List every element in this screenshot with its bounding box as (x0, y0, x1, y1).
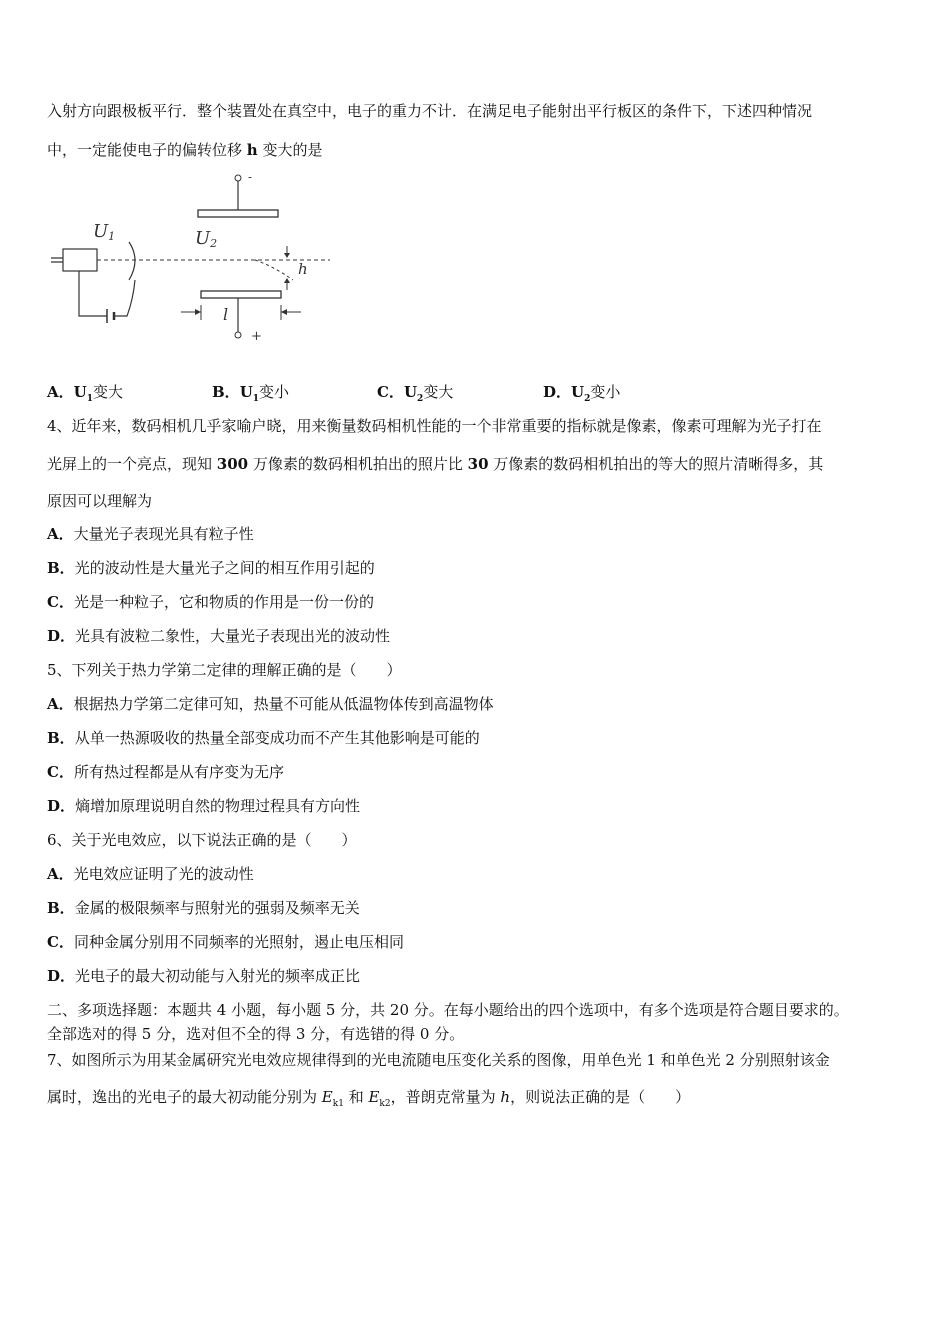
h-arrowhead-top (284, 253, 290, 258)
upper-plate (198, 210, 278, 217)
q4-option-c[interactable]: C．光是一种粒子，它和物质的作用是一份一份的 (47, 593, 374, 611)
section2-instructions-line2: 全部选对的得 5 分，选对但不全的得 3 分，有选错的得 0 分。 (47, 1025, 465, 1043)
q5-option-d[interactable]: D．熵增加原理说明自然的物理过程具有方向性 (47, 797, 361, 815)
q5-stem: 5、下列关于热力学第二定律的理解正确的是（ ） (47, 661, 402, 679)
q5-option-a[interactable]: A．根据热力学第二定律可知，热量不可能从低温物体传到高温物体 (47, 695, 494, 713)
h-arrowhead-bottom (284, 278, 290, 283)
q3-stem-line1: 入射方向跟极板平行．整个装置处在真空中，电子的重力不计．在满足电子能射出平行板区的条件下，下述四种情况 (47, 102, 813, 120)
circuit-wire-right (114, 280, 135, 316)
q3-variable-h: h (246, 141, 258, 159)
deflected-path (255, 260, 293, 280)
q4-stem-line2: 光屏上的一个亮点，现知 300 万像素的数码相机拍出的照片比 30 万像素的数码相机拍出的等大的照片清晰得多，其 (47, 455, 824, 473)
q3-option-a[interactable]: A．$U_1$变大 (47, 383, 124, 404)
q3-stem-line2 (47, 140, 322, 160)
q6-option-b[interactable]: B．金属的极限频率与照射光的强弱及频率无关 (47, 899, 360, 917)
q5-option-c[interactable]: C．所有热过程都是从有序变为无序 (47, 763, 284, 781)
lower-plate (201, 291, 281, 298)
q3-option-b[interactable]: B．$U_1$变小 (212, 383, 290, 404)
q5-option-b[interactable]: B．从单一热源吸收的热量全部变成功而不产生其他影响是可能的 (47, 729, 480, 747)
q6-stem: 6、关于光电效应，以下说法正确的是（ ） (47, 831, 357, 849)
top-terminal (235, 175, 241, 181)
q4-option-b[interactable]: B．光的波动性是大量光子之间的相互作用引起的 (47, 559, 375, 577)
plus-sign: + (251, 329, 262, 344)
bottom-terminal (235, 332, 241, 338)
q3-stem-line2-post: 变大的是 (257, 141, 323, 159)
electron-gun (63, 249, 97, 271)
q3-option-c[interactable]: C．$U_2$变大 (377, 383, 454, 404)
q3-option-d[interactable]: D．$U_2$变小 (543, 383, 621, 404)
label-h: h (298, 260, 308, 278)
l-arrowhead-right (281, 309, 287, 315)
q6-option-a[interactable]: A．光电效应证明了光的波动性 (47, 865, 254, 883)
label-u1: U1 (93, 221, 116, 243)
electron-deflection-diagram (45, 170, 335, 350)
section2-instructions-line1: 二、多项选择题：本题共 4 小题，每小题 5 分，共 20 分。在每小题给出的四个选项中，有多个选项是符合题目要求的。 (47, 1001, 849, 1019)
circuit-wire-left (79, 271, 107, 316)
q7-stem-line2: 属时，逸出的光电子的最大初动能分别为 $E_{k1}$ 和 $E_{k2}$，普朗克常量为 h，则说法正确的是（ ） (47, 1088, 691, 1109)
q4-option-d[interactable]: D．光具有波粒二象性，大量光子表现出光的波动性 (47, 627, 391, 645)
q7-stem-line1: 7、如图所示为用某金属研究光电效应规律得到的光电流随电压变化关系的图像，用单色光 1 和单色光 2 分别照射该金 (47, 1051, 830, 1069)
minus-sign: - (248, 170, 253, 184)
label-l: l (223, 305, 229, 324)
q3-stem-line2-pre: 中，一定能使电子的偏转位移 (47, 141, 247, 159)
anode-arc (129, 242, 135, 280)
q4-stem-line1: 4、近年来，数码相机几乎家喻户晓，用来衡量数码相机性能的一个非常重要的指标就是像素，像素可理解为光子打在 (47, 417, 822, 435)
q6-option-d[interactable]: D．光电子的最大初动能与入射光的频率成正比 (47, 967, 361, 985)
q4-option-a[interactable]: A．大量光子表现光具有粒子性 (47, 525, 254, 543)
l-arrowhead-left (195, 309, 201, 315)
q4-stem-line3: 原因可以理解为 (47, 492, 153, 510)
q6-option-c[interactable]: C．同种金属分别用不同频率的光照射，遏止电压相同 (47, 933, 404, 951)
label-u2: U2 (195, 228, 218, 250)
